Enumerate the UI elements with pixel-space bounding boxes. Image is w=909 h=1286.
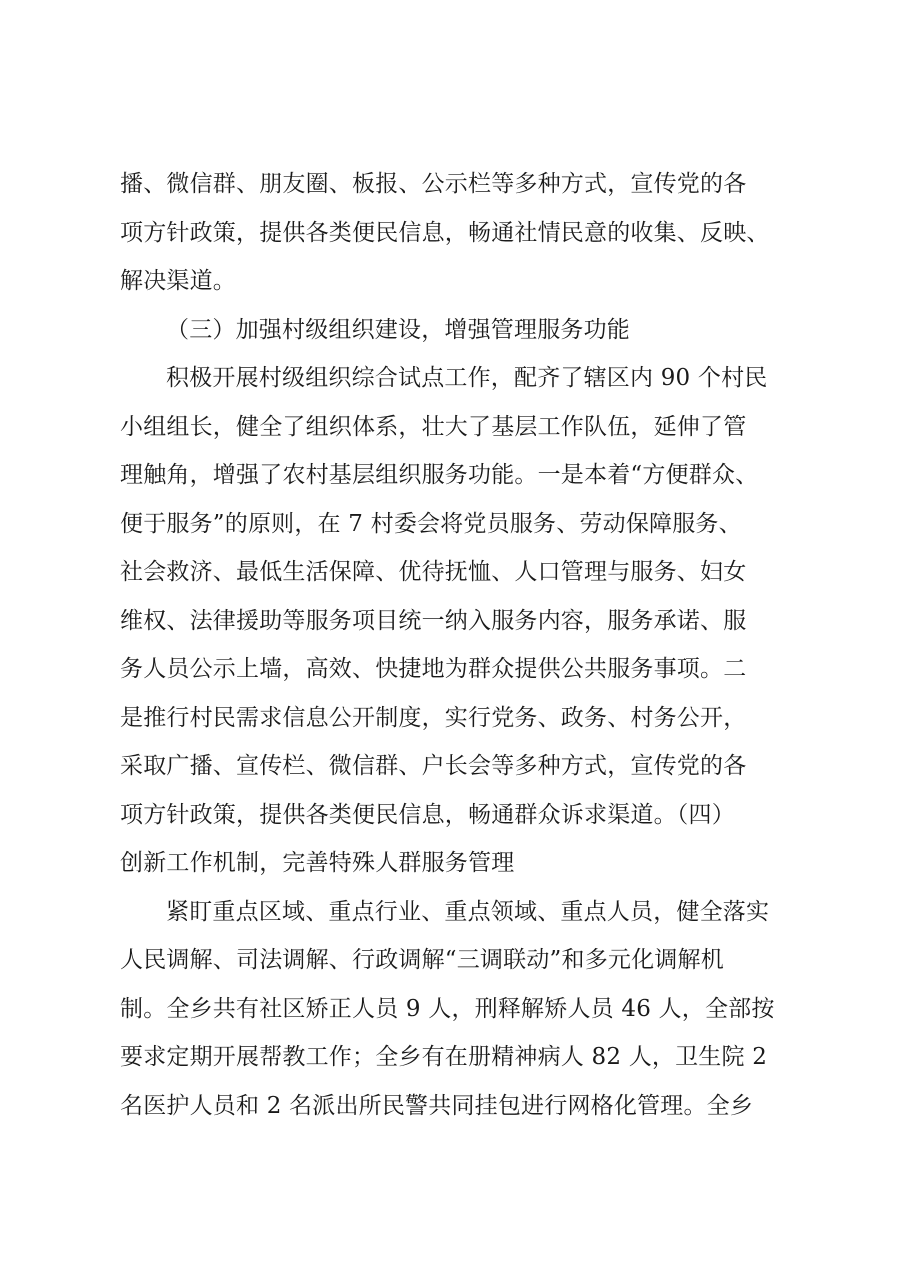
text-line: 务人员公示上墙，高效、快捷地为群众提供公共服务事项。二 (120, 656, 747, 682)
text-line: 播、微信群、朋友圈、板报、公示栏等多种方式，宣传党的各 (120, 171, 747, 197)
text-line: 便于服务”的原则，在 7 村委会将党员服务、劳动保障服务、 (120, 511, 742, 537)
text-line: 采取广播、宣传栏、微信群、户长会等多种方式，宣传党的各 (120, 753, 747, 779)
text-line: 是推行村民需求信息公开制度，实行党务、政务、村务公开， (120, 705, 747, 731)
section-heading: （三）加强村级组织建设，增强管理服务功能 (166, 317, 630, 343)
text-line: 制。全乡共有社区矫正人员 9 人，刑释解矫人员 46 人，全部按 (120, 996, 775, 1022)
text-line: 项方针政策，提供各类便民信息，畅通社情民意的收集、反映、 (120, 220, 770, 246)
text-line: 紧盯重点区域、重点行业、重点领域、重点人员，健全落实 (166, 899, 770, 925)
text-line: 维权、法律援助等服务项目统一纳入服务内容，服务承诺、服 (120, 608, 747, 634)
text-line: 要求定期开展帮教工作；全乡有在册精神病人 82 人，卫生院 2 (120, 1044, 768, 1070)
section-heading: 创新工作机制，完善特殊人群服务管理 (120, 850, 515, 876)
text-line: 名医护人员和 2 名派出所民警共同挂包进行网格化管理。全乡 (120, 1093, 754, 1119)
text-line: 项方针政策，提供各类便民信息，畅通群众诉求渠道。（四） (120, 802, 735, 828)
text-line: 人民调解、司法调解、行政调解“三调联动”和多元化调解机 (120, 947, 724, 973)
text-line: 积极开展村级组织综合试点工作，配齐了辖区内 90 个村民 (166, 365, 768, 391)
text-line: 社会救济、最低生活保障、优待抚恤、人口管理与服务、妇女 (120, 559, 747, 585)
text-line: 解决渠道。 (120, 268, 236, 294)
text-line: 理触角，增强了农村基层组织服务功能。一是本着“方便群众、 (120, 462, 759, 488)
text-line: 小组组长，健全了组织体系，壮大了基层工作队伍，延伸了管 (120, 414, 747, 440)
